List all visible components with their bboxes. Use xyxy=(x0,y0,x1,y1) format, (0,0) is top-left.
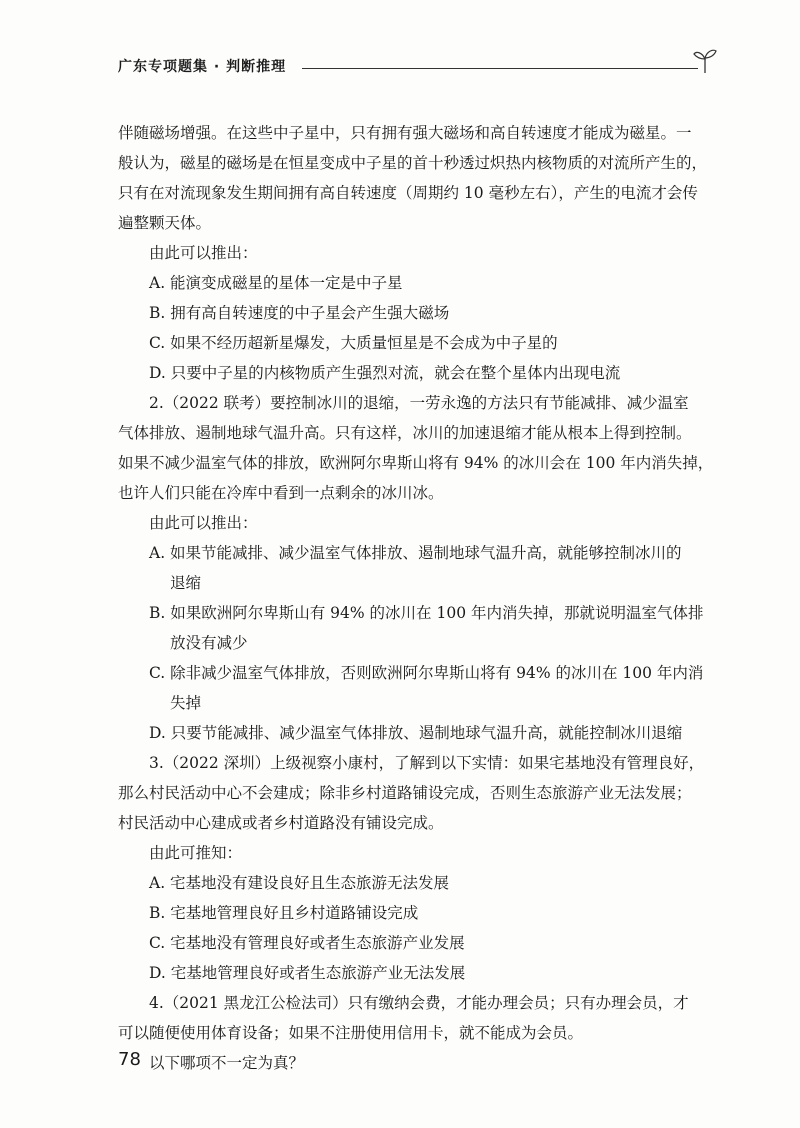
answer-option-continuation: 退缩 xyxy=(170,574,202,592)
question-prompt: 由此可推知： xyxy=(149,844,243,862)
paragraph-line: 可以随便使用体育设备；如果不注册使用信用卡，就不能成为会员。 xyxy=(118,1024,584,1042)
question-stem-line: 3.（2022 深圳）上级视察小康村，了解到以下实情：如果宅基地没有管理良好， xyxy=(149,754,705,772)
header-title: 广东专项题集 · 判断推理 xyxy=(118,59,287,75)
paragraph-line: 气体排放、遏制地球气温升高。只有这样，冰川的加速退缩才能从根本上得到控制。 xyxy=(118,424,692,442)
answer-option: D. 只要节能减排、减少温室气体排放、遏制地球气温升高，就能控制冰川退缩 xyxy=(149,724,683,742)
answer-option: D. 只要中子星的内核物质产生强烈对流，就会在整个星体内出现电流 xyxy=(149,364,621,382)
answer-option: C. 如果不经历超新星爆发，大质量恒星是不会成为中子星的 xyxy=(149,334,558,352)
paragraph-line: 如果不减少温室气体的排放，欧洲阿尔卑斯山将有 94% 的冰川会在 100 年内消失掉， xyxy=(118,454,714,472)
paragraph-line: 般认为，磁星的磁场是在恒星变成中子星的首十秒透过炽热内核物质的对流所产生的， xyxy=(118,154,708,172)
paragraph-line: 遍整颗天体。 xyxy=(118,214,212,232)
question-stem-line: 2.（2022 联考）要控制冰川的退缩，一劳永逸的方法只有节能减排、减少温室 xyxy=(149,394,689,412)
question-prompt: 由此可以推出： xyxy=(149,244,258,262)
question-prompt: 以下哪项不一定为真？ xyxy=(149,1054,305,1072)
question-prompt: 由此可以推出： xyxy=(149,514,258,532)
answer-option: B. 如果欧洲阿尔卑斯山有 94% 的冰川在 100 年内消失掉，那就说明温室气体排 xyxy=(149,604,704,622)
answer-option: A. 如果节能减排、减少温室气体排放、遏制地球气温升高，就能够控制冰川的 xyxy=(149,544,682,562)
sprout-icon xyxy=(692,48,718,74)
answer-option: D. 宅基地管理良好或者生态旅游产业无法发展 xyxy=(149,964,466,982)
answer-option-continuation: 失掉 xyxy=(170,694,202,712)
header-rule xyxy=(302,68,698,69)
answer-option: B. 拥有高自转速度的中子星会产生强大磁场 xyxy=(149,304,450,322)
paragraph-line: 村民活动中心建成或者乡村道路没有铺设完成。 xyxy=(118,814,444,832)
question-stem-line: 4.（2021 黑龙江公检法司）只有缴纳会费，才能办理会员；只有办理会员，才 xyxy=(149,994,689,1012)
answer-option: A. 能演变成磁星的星体一定是中子星 xyxy=(149,274,403,292)
paragraph-line: 只有在对流现象发生期间拥有高自转速度（周期约 10 毫秒左右），产生的电流才会传 xyxy=(118,184,698,202)
answer-option-continuation: 放没有减少 xyxy=(170,634,248,652)
answer-option: B. 宅基地管理良好且乡村道路铺设完成 xyxy=(149,904,419,922)
answer-option: C. 除非减少温室气体排放，否则欧洲阿尔卑斯山将有 94% 的冰川在 100 年内消 xyxy=(149,664,704,682)
answer-option: C. 宅基地没有管理良好或者生态旅游产业发展 xyxy=(149,934,465,952)
page-number: 78 xyxy=(118,1049,141,1070)
paragraph-line: 那么村民活动中心不会建成；除非乡村道路铺设完成，否则生态旅游产业无法发展； xyxy=(118,784,692,802)
answer-option: A. 宅基地没有建设良好且生态旅游无法发展 xyxy=(149,874,450,892)
page-body xyxy=(118,118,722,1078)
paragraph-line: 伴随磁场增强。在这些中子星中，只有拥有强大磁场和高自转速度才能成为磁星。一 xyxy=(118,124,692,142)
running-header xyxy=(118,52,718,78)
paragraph-line: 也许人们只能在冷库中看到一点剩余的冰川冰。 xyxy=(118,484,444,502)
